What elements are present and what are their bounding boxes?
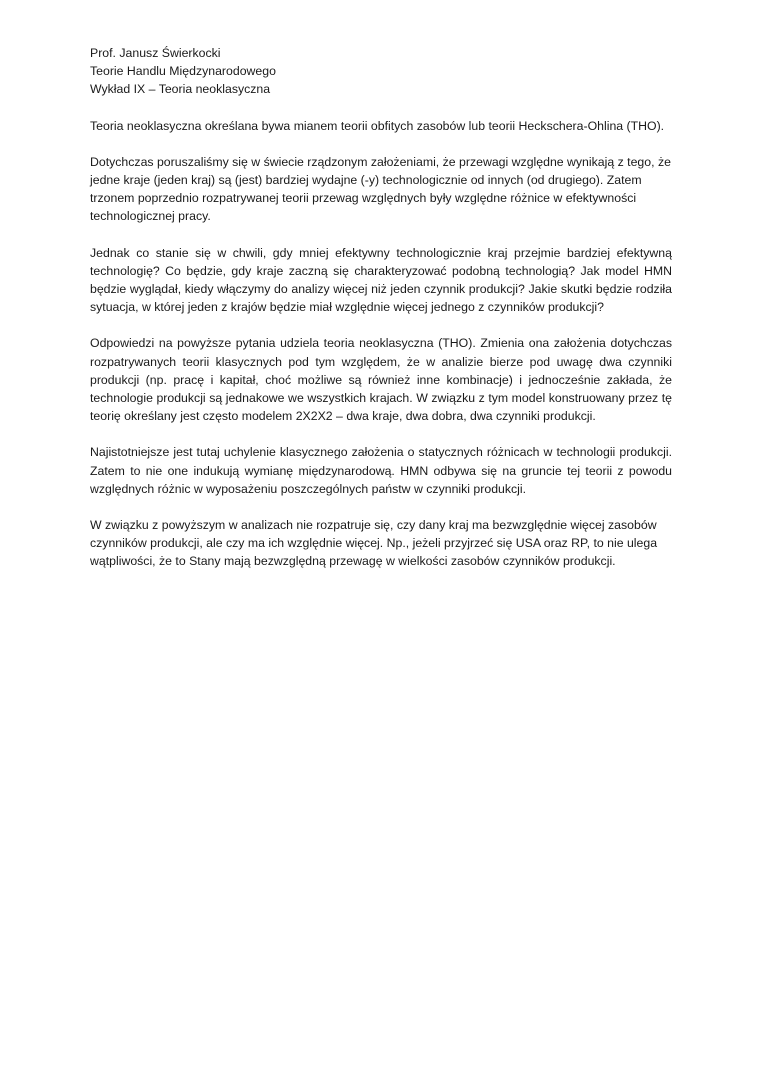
author-line: Prof. Janusz Świerkocki — [90, 46, 221, 60]
paragraph-answer: Odpowiedzi na powyższe pytania udziela teoria neoklasyczna (THO). Zmienia ona założenia dotychczas rozpatrywanych teorii klasycznych pod tym względem, że w analizie bierze pod uwagę dwa czynniki produkcji (np. pracę i kapitał, choć możliwe są również inne kombinacje) i jednocześnie zakłada, że technologie produkcji są jednakowe we wszystkich krajach. W związku z tym model konstruowany przez tę teorię określany jest często modelem 2X2X2 – dwa kraje, dwa dobra, dwa czynniki produkcji. — [90, 336, 672, 424]
course-line: Teorie Handlu Międzynarodowego — [90, 64, 276, 79]
lecture-title: Wykład IX – Teoria neoklasyczna — [90, 82, 271, 97]
paragraph-questions: Jednak co stanie się w chwili, gdy mniej efektywny technologicznie kraj przejmie bardziej efektywną technologię? Co będzie, gdy kraje zaczną się charakteryzować podobną technologią? Jak model HMN będzie wyglądał, kiedy włączymy do analizy więcej niż jeden czynnik produkcji? Jakie skutki będzie rodziła sytuacja, w której jeden z krajów będzie miał względnie więcej jednego z czynników produkcji? — [90, 245, 672, 315]
paragraph-intro: Teoria neoklasyczna określana bywa mianem teorii obfitych zasobów lub teorii Heckschera-Ohlina (THO). — [90, 118, 665, 133]
document-header — [90, 44, 672, 99]
paragraph-previous-assumptions: Dotychczas poruszaliśmy się w świecie rządzonym założeniami, że przewagi względne wynikają z tego, że jedne kraje (jeden kraj) są (jest) bardziej wydajne (-y) technologicznie od innych (od drugiego). Zatem trzonem poprzednio rozpatrywanej teorii przewag względnych były względne różnice w efektywności technologicznej pracy. — [90, 154, 671, 224]
document-body — [90, 44, 672, 589]
paragraph-key-point: Najistotniejsze jest tutaj uchylenie klasycznego założenia o statycznych różnicach w technologii produkcji. Zatem to nie one indukują wymianę międzynarodową. HMN odbywa się na gruncie tej teorii z powodu względnych różnic w wyposażeniu poszczególnych państw w czynniki produkcji. — [90, 445, 672, 496]
paragraph-relative-resources: W związku z powyższym w analizach nie rozpatruje się, czy dany kraj ma bezwzględnie więcej zasobów czynników produkcji, ale czy ma ich względnie więcej. Np., jeżeli przyjrzeć się USA oraz RP, to nie ulega wątpliwości, że to Stany mają bezwzględną przewagę w wielkości zasobów czynników produkcji. — [90, 518, 658, 569]
